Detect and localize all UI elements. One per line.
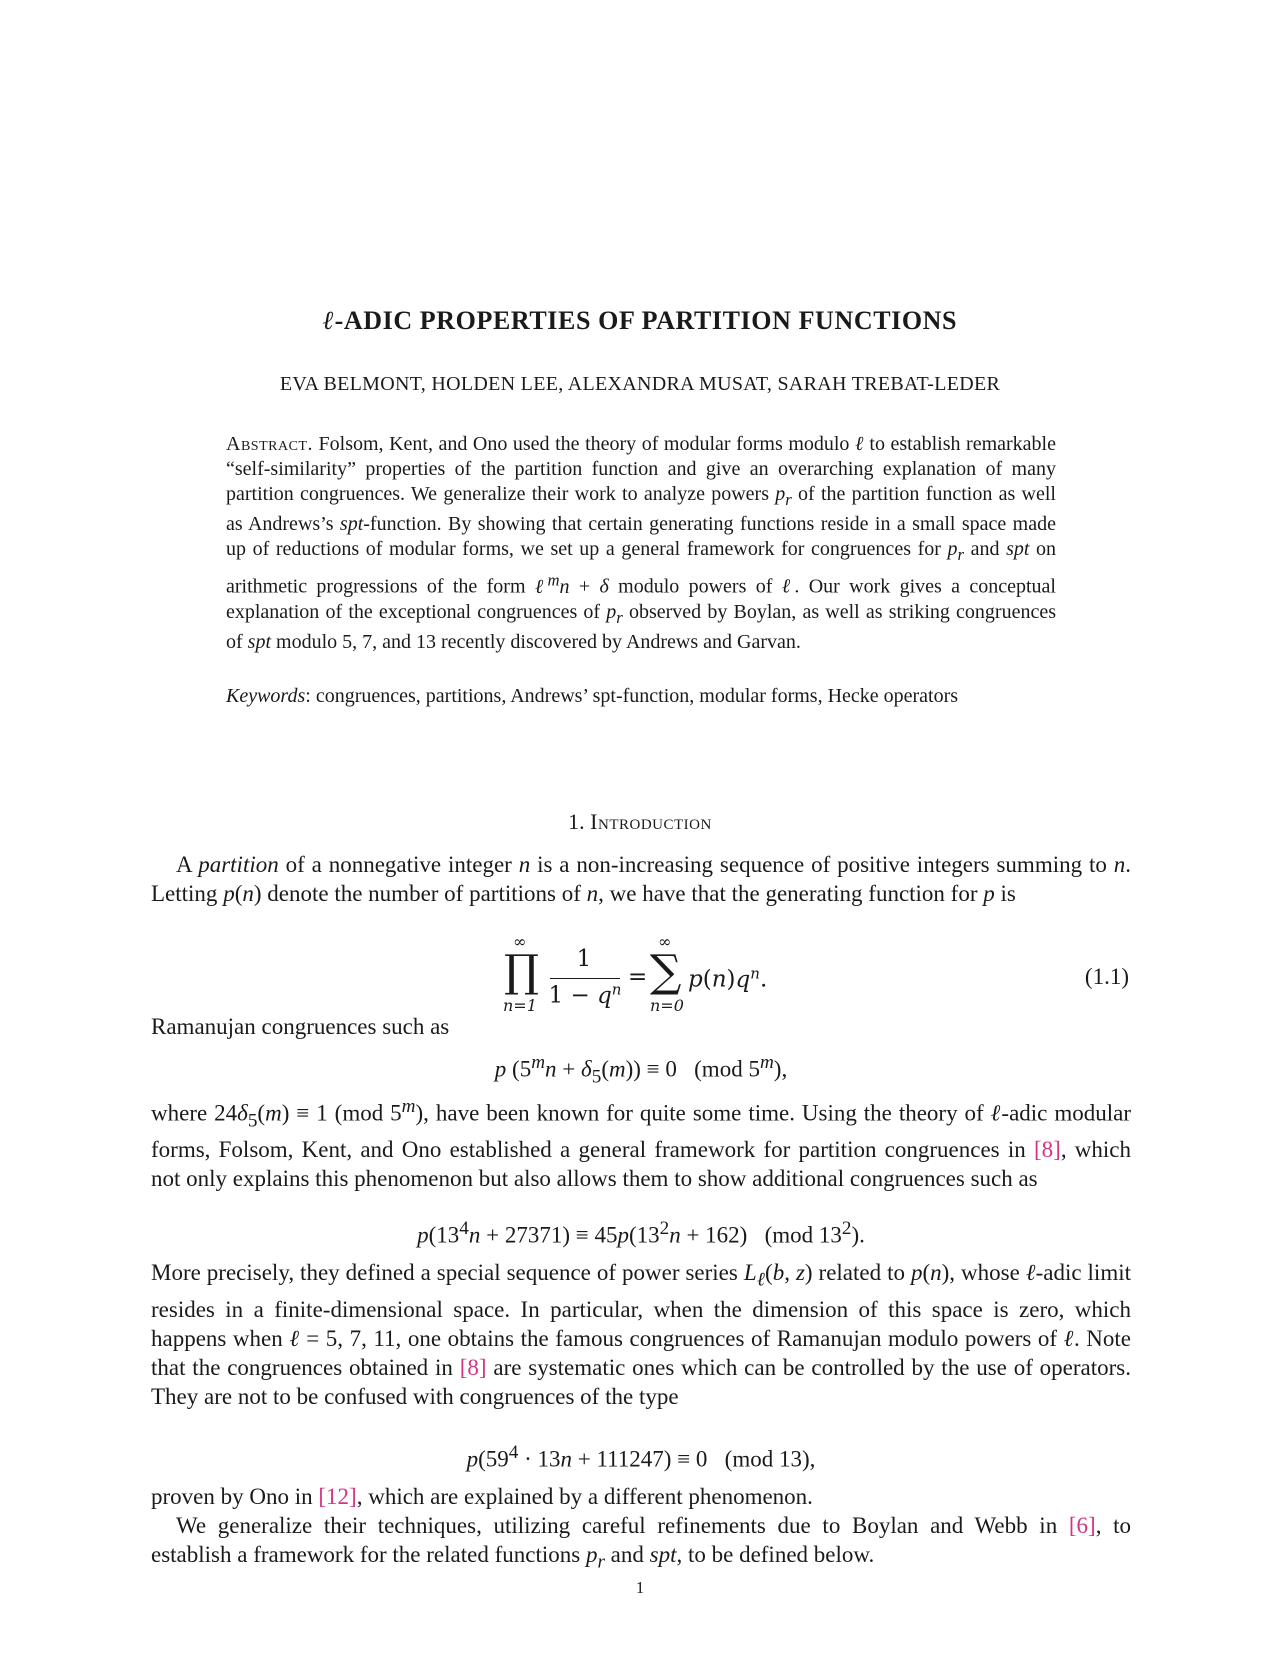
intro-text-ramanujan: Ramanujan congruences such as [151, 1014, 450, 1039]
citation-12[interactable]: [12] [318, 1484, 357, 1509]
keywords-heading: Keywords [226, 685, 306, 707]
keywords-text: congruences, partitions, Andrews’ spt-function, modular forms, Hecke operators [315, 685, 959, 707]
equation-1-1: ∞ ∏ n=1 1 $1 - q^n$ = ∞ ∑ n=0 $p(n)q^n$. [503, 932, 768, 1015]
equation-59: $p(59^4 \cdot 13n + 111247) \equiv 0$ (mod 13), [466, 1442, 816, 1472]
keywords: Keywords: congruences, partitions, Andrews’ spt-function, modular forms, Hecke operators [226, 685, 959, 707]
section-heading: 1. Introduction [568, 809, 712, 834]
paper-authors: EVA BELMONT, HOLDEN LEE, ALEXANDRA MUSAT, SARAH TREBAT-LEDER [279, 373, 1001, 395]
section-title: Introduction [590, 809, 712, 834]
intro-paragraph-3: More precisely, they defined a special sequence of power series $L_\ell(b$, z) related to p(n), whose ℓ-adic limit resides in a finite-dimensional space. In particular, when the dimension of this space is zero, which happens when ℓ = 5, 7, 11, one obtains the famous congruences of Ramanujan modulo powers of ℓ. Note that the congruences obtained in [8] are systematic ones which can be controlled by the use of operators. They are not to be confused with congruences of the type [151, 1260, 1131, 1409]
intro-paragraph-2: where $24\delta_5(m) \equiv 1$ (mod 5$^m$), have been known for quite some time. Using the theory of ℓ-adic modular forms, Folsom, Kent, and Ono established a general framework for partition congruences in [8], which not only explains this phenomenon but also allows them to show additional congruences such as [151, 1096, 1131, 1192]
abstract: Abstract. Folsom, Kent, and Ono used the theory of modular forms modulo ℓ to establish remarkable “self-similarity” properties of the partition function and give an overarching explanation of many partition congruences. We generalize their work to analyze powers $p_r$ of the partition function as well as Andrews’s spt-function. By showing that certain generating functions reside in a small space made up of reductions of modular forms, we set up a general framework for congruences for $p_r$ and spt on arithmetic progressions of the form ℓ$^m$n + δ modulo powers of ℓ. Our work gives a conceptual explanation of the exceptional congruences of $p_r$ observed by Boylan, as well as striking congruences of spt modulo 5, 7, and 13 recently discovered by Andrews and Garvan. [226, 433, 1057, 653]
equation-13: $p(13^4n + 27371) \equiv 45p(13^2n + 162)$ (mod $13^2$). [417, 1218, 865, 1248]
intro-paragraph-1: A partition of a nonnegative integer n is a non-increasing sequence of positive integers summing to n. Letting p(n) denote the number of partitions of n, we have that the generating function for p is [151, 852, 1131, 906]
paper-title: ℓ-ADIC PROPERTIES OF PARTITION FUNCTIONS [322, 306, 958, 335]
intro-paragraph-5: We generalize their techniques, utilizing careful refinements due to Boylan and Webb in [6], to establish a framework for the related functions $p_r$ and spt, to be defined below. [151, 1513, 1131, 1573]
equation-ramanujan: p $(5^mn + \delta_5(m)) \equiv 0$ (mod 5$^m$), [494, 1052, 788, 1088]
citation-8[interactable]: [8] [1033, 1137, 1061, 1163]
citation-8b[interactable]: [8] [459, 1354, 487, 1380]
citation-6[interactable]: [6] [1068, 1513, 1096, 1538]
page-number: 1 [635, 1578, 645, 1597]
intro-paragraph-4: proven by Ono in [12], which are explained by a different phenomenon. [151, 1484, 813, 1509]
abstract-heading: Abstract. [226, 433, 313, 455]
equation-number-1-1: (1.1) [1084, 964, 1129, 989]
